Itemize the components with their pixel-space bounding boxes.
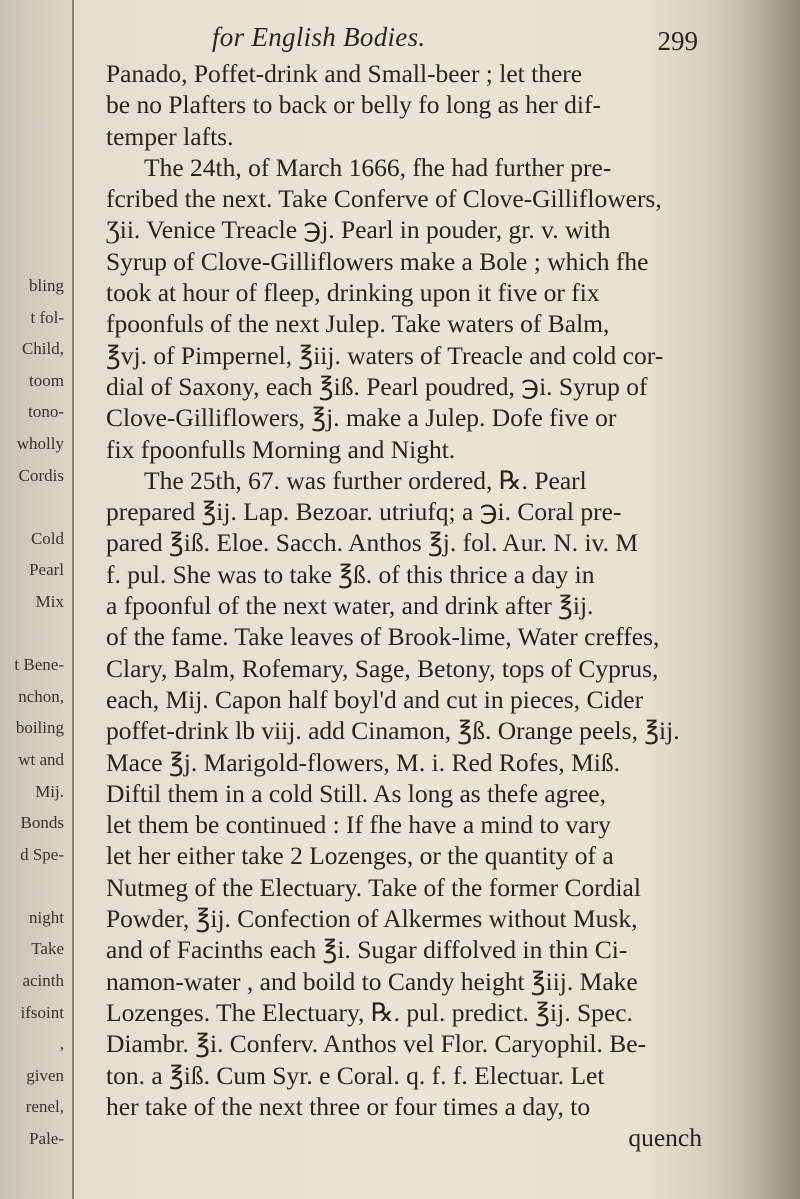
margin-fragment: Pearl [29, 560, 64, 580]
margin-fragment: Mij. [35, 781, 64, 801]
margin-fragment: nchon, [18, 686, 64, 706]
text-line: took at hour of fleep, drinking upon it five or fix [106, 278, 600, 308]
text-line: be no Plafters to back or belly fo long as her dif- [106, 90, 601, 120]
margin-fragment: Take [31, 939, 64, 959]
margin-fragment [0, 491, 70, 523]
text-line: ton. a ℥iß. Cum Syr. e Coral. q. f. f. Electuar. Let [106, 1060, 605, 1090]
text-line: Lozenges. The Electuary, ℞. pul. predict. ℥ij. Spec. [106, 997, 633, 1027]
text-line: Clary, Balm, Rofemary, Sage, Betony, tops of Cyprus, [106, 653, 659, 683]
text-line: f. pul. She was to take ℥ß. of this thrice a day in [106, 559, 595, 589]
margin-fragment: wt and [18, 749, 64, 769]
margin-fragment: d Spe- [20, 844, 64, 864]
running-head [92, 20, 712, 54]
margin-fragment: bling [29, 276, 64, 295]
margin-fragment: , [59, 1034, 64, 1054]
text-line: pared ℥iß. Eloe. Sacch. Anthos ℥j. fol. Aur. N. iv. M [106, 528, 639, 558]
margin-fragment: Cold [30, 528, 64, 548]
margin-fragment: Bonds [20, 813, 64, 833]
book-page [92, 20, 712, 1180]
margin-fragment: tono- [28, 402, 64, 422]
text-line: prepared ℥ij. Lap. Bezoar. utriufq; a ℈i. Coral pre- [106, 497, 622, 527]
text-line: her take of the next three or four times a day, to [106, 1091, 591, 1121]
margin-fragment: boiling [15, 718, 64, 738]
text-line: let them be continued : If fhe have a mind to vary [106, 810, 611, 840]
text-line: namon-water , and boild to Candy height ℥iij. Make [106, 966, 638, 996]
text-line: and of Facinths each ℥i. Sugar diffolved in thin Ci- [106, 935, 628, 965]
text-line: The 24th, of March 1666, fhe had further pre- [144, 152, 612, 182]
text-line: a fpoonful of the next water, and drink after ℥ij. [106, 591, 594, 621]
body-text [106, 58, 702, 1153]
margin-fragment: wholly [16, 433, 64, 453]
previous-page-margin-fragments [0, 270, 70, 1155]
margin-fragment: night [29, 907, 64, 927]
text-line: fcribed the next. Take Conferve of Clove-Gilliflowers, [106, 184, 662, 214]
margin-fragment: Pale- [29, 1129, 64, 1149]
text-line: Mace ℥j. Marigold-flowers, M. i. Red Rofes, Miß. [106, 747, 621, 777]
margin-fragment: ifsoint [20, 1002, 64, 1022]
text-line: each, Mij. Capon half boyl'd and cut in pieces, Cider [106, 684, 644, 714]
text-line: Clove-Gilliflowers, ℥j. make a Julep. Dofe five or [106, 403, 617, 433]
text-line: quench [628, 1123, 702, 1153]
margin-fragment: acinth [22, 971, 64, 991]
running-title: for English Bodies. [212, 22, 426, 52]
margin-fragment: given [26, 1065, 64, 1085]
text-line: Diftil them in a cold Still. As long as thefe agree, [106, 778, 606, 808]
text-line: ℥vj. of Pimpernel, ℥iij. waters of Treacle and cold cor- [106, 340, 664, 370]
text-line: let her either take 2 Lozenges, or the quantity of a [106, 841, 614, 871]
text-line: of the fame. Take leaves of Brook-lime, Water creffes, [106, 622, 660, 652]
margin-fragment: Mix [35, 591, 64, 611]
margin-fragment: t fol- [30, 307, 64, 327]
text-line: fpoonfuls of the next Julep. Take waters of Balm, [106, 309, 610, 339]
text-line: Ʒii. Venice Treacle ℈j. Pearl in pouder, gr. v. with [106, 215, 611, 245]
text-line: The 25th, 67. was further ordered, ℞. Pearl [144, 465, 587, 495]
text-line: Nutmeg of the Electuary. Take of the former Cordial [106, 872, 641, 902]
page-edge-shadow [740, 0, 800, 1199]
text-line: Powder, ℥ij. Confection of Alkermes without Musk, [106, 904, 638, 934]
text-line: dial of Saxony, each ℥iß. Pearl poudred, ℈i. Syrup of [106, 371, 648, 401]
text-line: temper lafts. [106, 121, 234, 151]
text-line: Panado, Poffet-drink and Small-beer ; let there [106, 59, 583, 88]
text-line: poffet-drink lb viij. add Cinamon, ℥ß. Orange peels, ℥ij. [106, 716, 680, 746]
margin-fragment [0, 618, 70, 650]
margin-fragment: t Bene- [14, 655, 64, 675]
margin-fragment [0, 870, 70, 902]
text-line: Syrup of Clove-Gilliflowers make a Bole ; which fhe [106, 246, 649, 276]
margin-fragment: toom [29, 370, 64, 390]
page-number: 299 [657, 26, 698, 56]
text-line: fix fpoonfulls Morning and Night. [106, 434, 456, 464]
text-line: Diambr. ℥i. Conferv. Anthos vel Flor. Caryophil. Be- [106, 1029, 647, 1059]
margin-fragment: Child, [21, 339, 64, 359]
margin-fragment: Cordis [18, 465, 64, 485]
margin-fragment: renel, [25, 1097, 64, 1117]
